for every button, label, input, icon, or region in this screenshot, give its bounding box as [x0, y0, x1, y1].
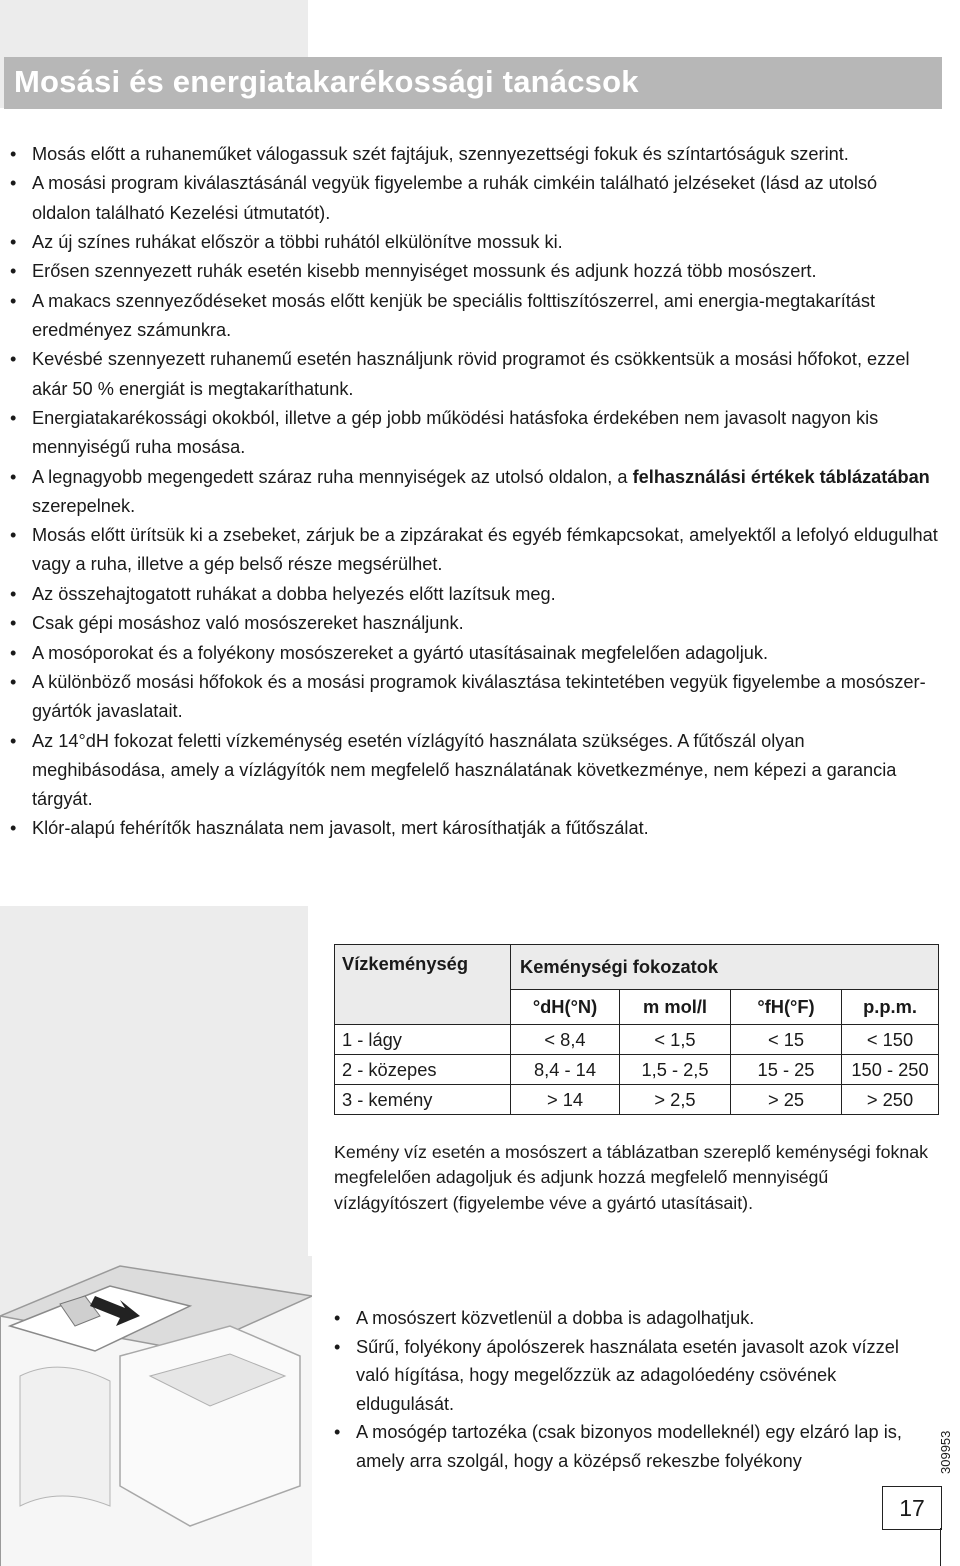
row-label: 3 - kemény	[335, 1085, 511, 1115]
page-number: 17	[882, 1486, 942, 1530]
water-hardness-table	[334, 944, 939, 1115]
list-item	[10, 463, 940, 521]
unit-fh: °fH(°F)	[731, 990, 842, 1025]
table-cell: < 1,5	[620, 1025, 731, 1055]
unit-mmol: m mol/l	[620, 990, 731, 1025]
usage-table-reference: felhasználási értékek táblázatában	[632, 466, 930, 487]
table-cell: 150 - 250	[842, 1055, 939, 1085]
table-cell: < 8,4	[511, 1025, 620, 1055]
table-header-row	[335, 945, 939, 990]
table-cell: > 14	[511, 1085, 620, 1115]
table-row	[335, 1085, 939, 1115]
list-item: • Energiatakarékossági okokból, illetve a gép jobb működési hatásfoka érdekében nem javasolt nagyon kis mennyiségű ruha mosása.	[10, 404, 940, 462]
document-code: 309953	[938, 1430, 953, 1474]
list-item: • Klór-alapú fehérítők használata nem javasolt, mert károsíthatják a fűtőszálat.	[10, 814, 940, 843]
unit-ppm: p.p.m.	[842, 990, 939, 1025]
table-cell: > 250	[842, 1085, 939, 1115]
detergent-tips-list	[334, 1304, 934, 1476]
hardness-column-header: Vízkeménység	[335, 945, 511, 1025]
tips-list	[10, 140, 940, 844]
list-item: • A különböző mosási hőfokok és a mosási programok kiválasztása tekintetében vegyük figyelembe a mosószer-gyártók javaslatait.	[10, 668, 940, 726]
table-cell: < 15	[731, 1025, 842, 1055]
row-label: 1 - lágy	[335, 1025, 511, 1055]
table-cell: 8,4 - 14	[511, 1055, 620, 1085]
max-load-text-after: szerepelnek.	[32, 495, 136, 516]
table-cell: 1,5 - 2,5	[620, 1055, 731, 1085]
table-row	[335, 1025, 939, 1055]
table-cell: > 25	[731, 1085, 842, 1115]
row-label: 2 - közepes	[335, 1055, 511, 1085]
max-load-text-before: A legnagyobb megengedett száraz ruha mennyiségek az utolsó oldalon, a	[32, 466, 633, 487]
detergent-drawer-illustration	[0, 1256, 312, 1566]
section-header	[4, 57, 942, 109]
table-row	[335, 1055, 939, 1085]
list-item: • Mosás előtt a ruhaneműket válogassuk szét fajtájuk, szennyezettségi fokuk és színtartóságuk szerint.	[10, 140, 940, 169]
page-divider-line	[940, 1528, 941, 1566]
unit-dh: °dH(°N)	[511, 990, 620, 1025]
list-item: • Mosás előtt ürítsük ki a zsebeket, zárjuk be a zipzárakat és egyéb fémkapcsokat, amelyektől a lefolyó eldugulhat vagy a ruha, illetve a gép belső része megsérülhet.	[10, 521, 940, 579]
list-item: • Csak gépi mosáshoz való mosószereket használjunk.	[10, 609, 940, 638]
list-item: • A mosószert közvetlenül a dobba is adagolhatjuk.	[334, 1304, 934, 1333]
table-cell: > 2,5	[620, 1085, 731, 1115]
page-title: Mosási és energiatakarékossági tanácsok	[14, 64, 639, 99]
list-item: • Az új színes ruhákat először a többi ruhától elkülönítve mossuk ki.	[10, 228, 940, 257]
hardness-levels-header: Keménységi fokozatok	[511, 945, 939, 990]
table-cell: < 150	[842, 1025, 939, 1055]
list-item: • Sűrű, folyékony ápolószerek használata esetén javasolt azok vízzel való hígítása, hogy megelőzzük az adagolóedény csövének eldugulását.	[334, 1333, 934, 1419]
list-item: • Kevésbé szennyezett ruhanemű esetén használjunk rövid programot és csökkentsük a mosási hőfokot, ezzel akár 50 % energiát is megtakaríthatunk.	[10, 345, 940, 403]
list-item: • A makacs szennyeződéseket mosás előtt kenjük be speciális folttiszítószerrel, ami energia-megtakarítást eredményez számunkra.	[10, 287, 940, 345]
drawer-side-panel	[20, 1367, 110, 1506]
list-item: • A mosógép tartozéka (csak bizonyos modelleknél) egy elzáró lap is, amely arra szolgál, hogy a középső rekeszbe folyékony	[334, 1418, 934, 1475]
list-item: • A mosási program kiválasztásánál vegyük figyelembe a ruhák cimkéin található jelzéseket (lásd az utolsó oldalon található Kezelési útmutatót).	[10, 169, 940, 227]
list-item: • Az összehajtogatott ruhákat a dobba helyezés előtt lazítsuk meg.	[10, 580, 940, 609]
list-item: • Erősen szennyezett ruhák esetén kisebb mennyiséget mossunk és adjunk hozzá több mosószert.	[10, 257, 940, 286]
hard-water-note: Kemény víz esetén a mosószert a táblázatban szereplő keménységi foknak megfelelően adagoljuk és adjunk hozzá megfelelő mennyiségű vízlágyítószert (figyelembe véve a gyártó utasításait).	[334, 1142, 929, 1213]
list-item: • A mosóporokat és a folyékony mosószereket a gyártó utasításainak megfelelően adagoljuk.	[10, 639, 940, 668]
drawer-compartment-large	[120, 1326, 300, 1526]
table-cell: 15 - 25	[731, 1055, 842, 1085]
list-item: • Az 14°dH fokozat feletti vízkeménység esetén vízlágyító használata szükséges. A fűtőszál olyan meghibásodása, amely a vízlágyítók nem megfelelő használatának következménye, nem képezi a garancia tárgyát.	[10, 727, 940, 815]
